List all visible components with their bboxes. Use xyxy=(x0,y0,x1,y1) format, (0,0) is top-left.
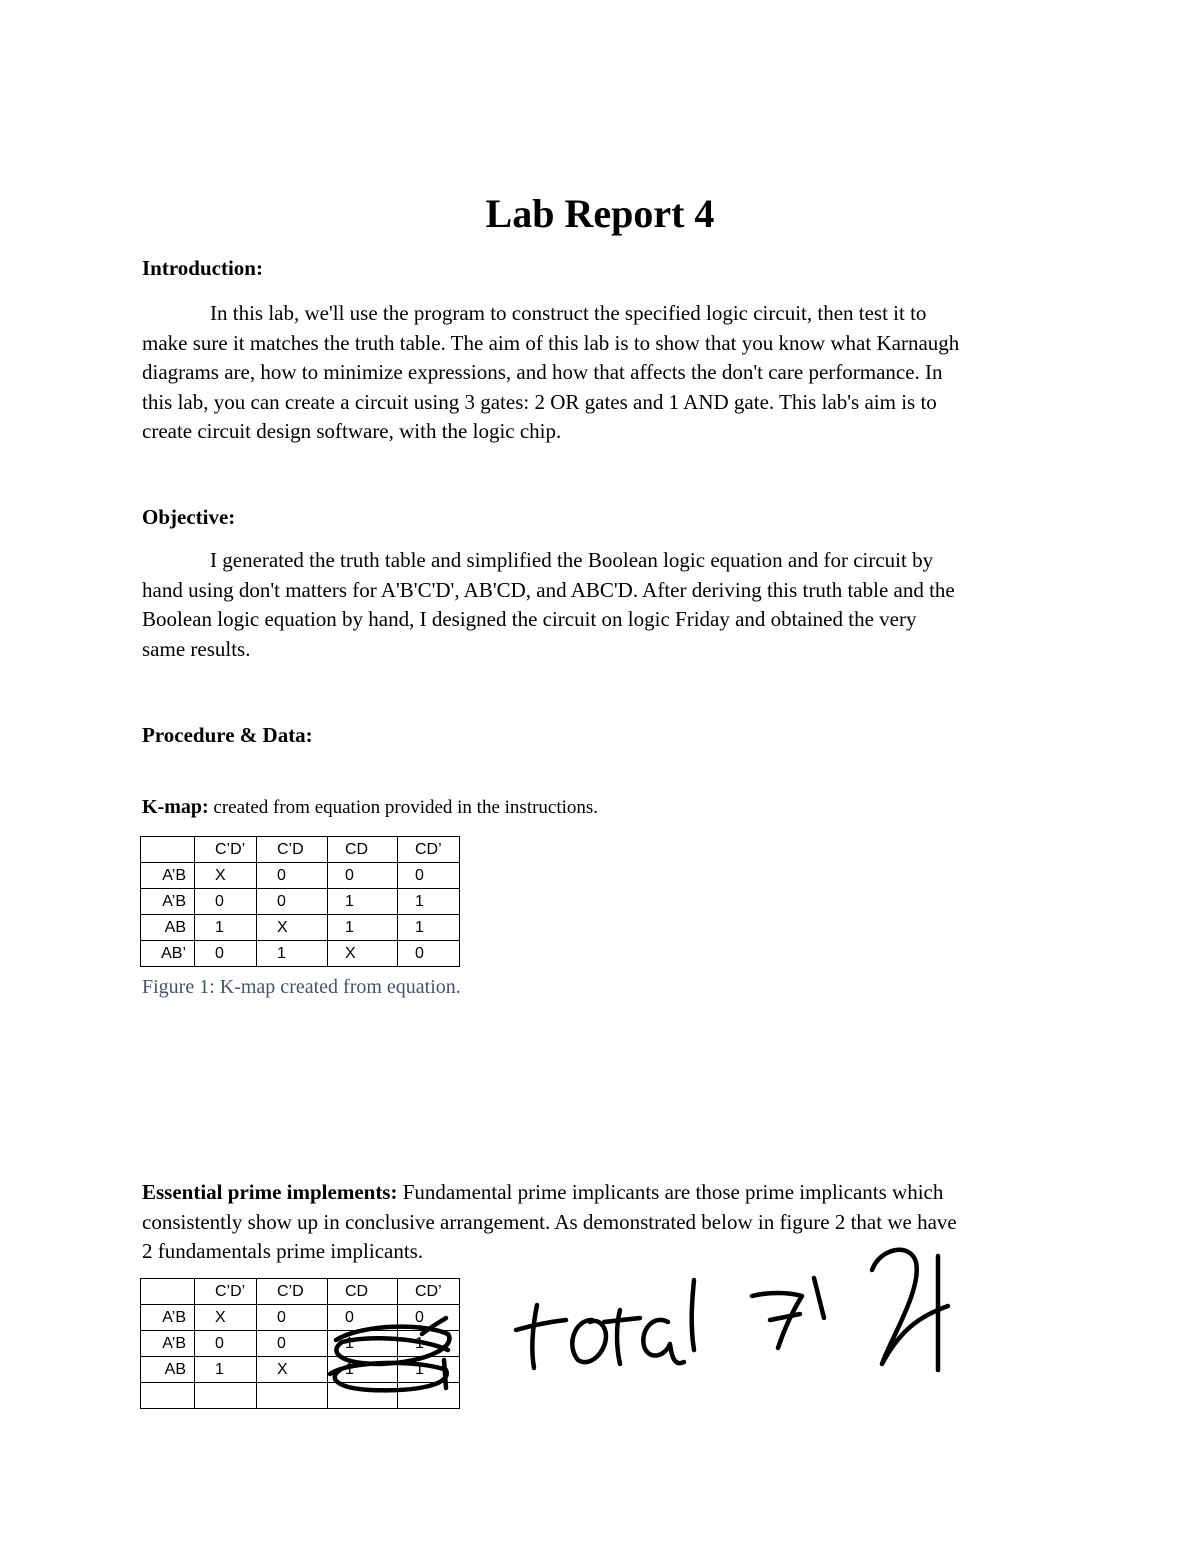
essential-row-header: A’B xyxy=(141,1305,195,1331)
essential-cell: 1 xyxy=(328,1357,398,1383)
implicant-circle-tick xyxy=(444,1360,446,1388)
handwriting-stroke xyxy=(572,1320,606,1362)
essential-label: Essential prime implements: xyxy=(142,1180,398,1204)
kmap-row-header: AB xyxy=(141,915,195,941)
kmap-cell: 1 xyxy=(328,889,398,915)
introduction-line: diagrams are, how to minimize expressions, and how that affects the don't care performance. In xyxy=(142,360,943,384)
kmap-label: K-map: xyxy=(142,796,209,818)
kmap-cell: 0 xyxy=(195,889,257,915)
essential-col-header: C’D xyxy=(257,1279,328,1305)
introduction-line: create circuit design software, with the logic chip. xyxy=(142,419,562,443)
kmap-col-header: C’D’ xyxy=(195,837,257,863)
introduction-line: In this lab, we'll use the program to construct the specified logic circuit, then test it to xyxy=(210,301,927,325)
objective-line: hand using don't matters for A'B'C'D', AB'CD, and ABC'D. After deriving this truth table and the xyxy=(142,577,955,602)
kmap-row-header: A’B xyxy=(141,889,195,915)
kmap-row-header: A’B xyxy=(141,863,195,889)
essential-cell: X xyxy=(257,1357,328,1383)
handwriting-stroke xyxy=(770,1314,800,1320)
kmap-cell: 1 xyxy=(398,889,460,915)
essential-cell: 0 xyxy=(328,1305,398,1331)
implicant-circle-loop xyxy=(336,1327,449,1364)
kmap-col-header: CD’ xyxy=(398,837,460,863)
kmap-row-header: AB’ xyxy=(141,941,195,967)
kmap-col-header: C’D xyxy=(257,837,328,863)
handwriting-stroke xyxy=(532,1305,537,1368)
kmap-cell: X xyxy=(328,941,398,967)
page-title: Lab Report 4 xyxy=(485,191,715,236)
essential-cell: X xyxy=(195,1305,257,1331)
kmap-cell: 0 xyxy=(257,889,328,915)
essential-line: Fundamental prime implicants are those prime implicants which xyxy=(397,1180,944,1204)
kmap-description: created from equation provided in the instructions. xyxy=(208,797,599,818)
handwriting-stroke xyxy=(814,1278,824,1318)
objective-line: Boolean logic equation by hand, I designed the circuit on logic Friday and obtained the very xyxy=(142,607,917,631)
handwriting-stroke xyxy=(692,1280,694,1350)
introduction-heading: Introduction: xyxy=(142,256,263,280)
introduction-line: make sure it matches the truth table. The aim of this lab is to show that you know what Karnaugh xyxy=(142,330,960,355)
kmap-cell: 1 xyxy=(398,915,460,941)
kmap-cell: 1 xyxy=(195,915,257,941)
implicant-circle-loop xyxy=(330,1363,447,1390)
essential-row-header: AB xyxy=(141,1357,195,1383)
kmap-cell: 1 xyxy=(328,915,398,941)
essential-col-header: C’D’ xyxy=(195,1279,257,1305)
essential-col-header: CD xyxy=(328,1279,398,1305)
objective-heading: Objective: xyxy=(142,505,236,529)
essential-cell: 0 xyxy=(257,1305,328,1331)
essential-cell: 0 xyxy=(195,1331,257,1357)
figure-caption: Figure 1: K-map created from equation. xyxy=(142,976,461,998)
essential-line: consistently show up in conclusive arrangement. As demonstrated below in figure 2 that we have xyxy=(142,1209,957,1234)
kmap-cell: X xyxy=(257,915,328,941)
kmap-cell: 1 xyxy=(257,941,328,967)
kmap-cell: 0 xyxy=(398,863,460,889)
essential-cell: 1 xyxy=(195,1357,257,1383)
introduction-line: this lab, you can create a circuit using 3 gates: 2 OR gates and 1 AND gate. This lab's aim is to xyxy=(142,389,937,414)
essential-cell: 1 xyxy=(398,1357,460,1383)
kmap-cell: X xyxy=(195,863,257,889)
essential-line: 2 fundamentals prime implicants. xyxy=(142,1239,424,1263)
kmap-col-header: CD xyxy=(328,837,398,863)
kmap-cell: 0 xyxy=(398,941,460,967)
essential-cell: 1 xyxy=(398,1331,460,1357)
kmap-cell: 0 xyxy=(257,863,328,889)
kmap-cell: 0 xyxy=(328,863,398,889)
handwriting-stroke xyxy=(516,1320,566,1330)
essential-cell: 1 xyxy=(328,1331,398,1357)
kmap-cell: 0 xyxy=(195,941,257,967)
essential-cell: 0 xyxy=(257,1331,328,1357)
procedure-heading: Procedure & Data: xyxy=(142,723,313,747)
essential-row-header: A’B xyxy=(141,1331,195,1357)
handwriting-stroke xyxy=(643,1320,684,1363)
objective-line: I generated the truth table and simplified the Boolean logic equation and for circuit by xyxy=(210,548,934,572)
handwriting-stroke xyxy=(604,1318,640,1322)
objective-line: same results. xyxy=(142,636,251,661)
essential-col-header: CD’ xyxy=(398,1279,460,1305)
essential-cell: 0 xyxy=(398,1305,460,1331)
